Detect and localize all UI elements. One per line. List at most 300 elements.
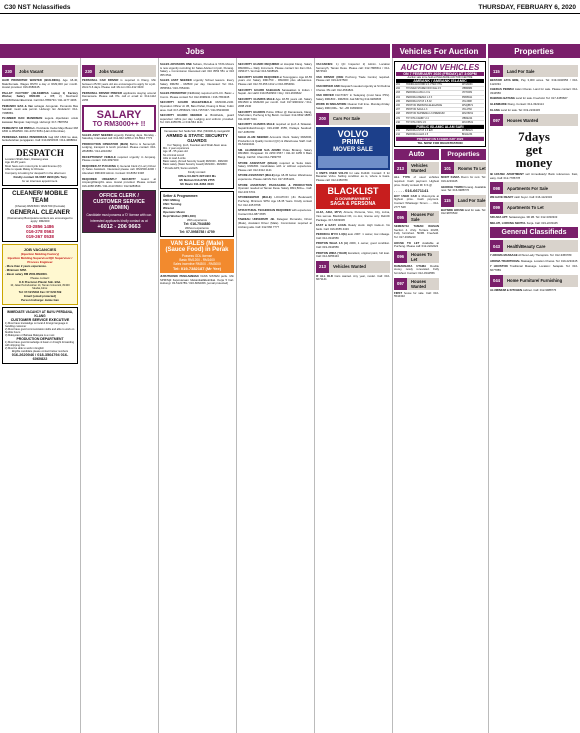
ad-text: 2009, 1 owner, good condition. Call: 019-3344556 bbox=[316, 241, 390, 250]
lot-number: 201 bbox=[396, 83, 400, 86]
csc-title: OFFICE CLERK / CUSTOMER SERVICE (ADMIN) bbox=[93, 193, 145, 212]
despatch-item: Location:Shah Alam, Rawang area bbox=[5, 156, 49, 161]
ad-title: AROMA TRADITIONAL bbox=[490, 258, 521, 263]
category-header bbox=[2, 65, 78, 77]
setter-item: Operator Mesin bbox=[163, 209, 186, 214]
asg-item: Min. 1 year experience bbox=[163, 146, 190, 150]
category-name: Houses For Sale bbox=[411, 212, 435, 223]
classified-ad bbox=[160, 275, 234, 286]
category-number: 099 bbox=[490, 202, 503, 214]
general-cleaner-sub: (Damansara) Bumiputera workers are encouraged to apply: RM2000 bbox=[7, 215, 73, 224]
asg-item: Able to read & write bbox=[163, 156, 186, 160]
asg-title: ARMED & STATIC SECURITY GUARDS bbox=[166, 132, 228, 143]
category-name: Houses Wanted bbox=[411, 278, 427, 289]
lot-vehicle: PERODUA MYVI 1.5 AV bbox=[406, 99, 432, 103]
category-number: 115 bbox=[490, 65, 503, 77]
column-5 bbox=[316, 63, 390, 733]
category-number: 095 bbox=[394, 211, 407, 223]
category-name: Jobs Vacant bbox=[99, 68, 124, 74]
column-3 bbox=[160, 63, 234, 733]
ad-title: HOUSE TO LET bbox=[394, 240, 420, 245]
ad-title: 7 HOUSTON bbox=[490, 264, 508, 269]
ad-text: land for sale. Tel: 012-9876543 bbox=[441, 207, 486, 216]
cs-item: 2) Must have good communication skills and able to work on flexible hours bbox=[5, 327, 75, 334]
jv-line: - Minimum SPM. bbox=[5, 267, 27, 272]
lot-number: 207 bbox=[396, 108, 400, 112]
salary-amount: TO RM3000++ !! bbox=[92, 120, 146, 128]
despatch-contact: Kindly contact 03-5887 9900 (Ms Tan) bbox=[13, 175, 67, 180]
classified-ad bbox=[394, 292, 439, 299]
classified-ad bbox=[82, 156, 156, 163]
ad-title: BAYSIDE HOUSE bbox=[441, 207, 464, 212]
ad-title: KLANG bbox=[490, 107, 500, 112]
ad-title: VAN DRIVER bbox=[316, 93, 334, 98]
blacklist-ad bbox=[316, 184, 390, 209]
classified-ad bbox=[238, 162, 312, 173]
auction-foot: PREVIEW ON 6 FEBRUARY 2020 bbox=[396, 137, 484, 141]
jv-person: Person Incharge: Jamie Gan bbox=[21, 297, 59, 302]
ad-text: Pembantu Kedai Maju Besar RM 1800 to RM2500. 011-2372 5051 (Hari di Rembau). bbox=[2, 125, 78, 134]
lot-vehicle: TOYOTA VIOS 1.5 bbox=[406, 120, 426, 124]
ad-text: Accounts Clerk. Salary RM2000, Production & Quality Control (QC) & Warehouse Staff. Call: 03-51924441 bbox=[238, 135, 312, 147]
ad-title: SECURITY GUARDS MALE bbox=[238, 96, 275, 101]
asg-item: No criminal record bbox=[163, 153, 185, 157]
column-6 bbox=[394, 61, 486, 733]
jv-contact: Please contact: bbox=[30, 275, 50, 280]
ad-title: STORE ASSISTANT, PACKAGING & PRODUCTION bbox=[238, 182, 312, 187]
ad-title: IF ALL OLD bbox=[316, 273, 333, 278]
ad-title: REQUIRED URGENTLY SECURITY bbox=[82, 176, 136, 181]
ad-title: SALES PROMOTER bbox=[160, 91, 187, 96]
ad-text: sebagai Jurugerak. Pemandu Bas Sekolah mesti ada permit. Hubungi: En Abdulaziz: 012-7288869. bbox=[2, 103, 78, 115]
jobs-band bbox=[0, 44, 390, 58]
classified-ad bbox=[441, 176, 486, 183]
ad-text: Jalan Cheras. Land for sale. Please contact: 012-3344556 bbox=[490, 87, 578, 95]
lot-number: 209 bbox=[396, 116, 400, 120]
ad-title: SECURITY GUARD MALE/FEMALE bbox=[160, 100, 212, 105]
ad-text: required urgently in Ampang. Please contact: 016-3997000 bbox=[82, 154, 156, 163]
ad-text: Age 18-55 years old. Salary RM1500 to RM2200 per month. Call: 017-9900102 / 011-2088 2340 bbox=[238, 96, 312, 108]
classified-ad bbox=[82, 178, 156, 189]
lot-vehicle: PROTON SAGA 1.3 bbox=[406, 108, 428, 112]
ad-title: SHAH ALAM NEEDED bbox=[238, 135, 269, 140]
cleaner-sub: (Cheras) RM1500 / RM1700 (Female) bbox=[14, 204, 66, 209]
classified-ad bbox=[441, 186, 486, 193]
ad-text: with experience. Contact 012-987 6655 bbox=[238, 208, 312, 216]
ad-title: PLUMBER DAN MANDIMAN bbox=[2, 116, 43, 121]
lot-reg: WXB8121 bbox=[462, 129, 473, 133]
ad-title: IB HOUSE/ APARTMENT bbox=[490, 172, 524, 177]
auction-venue: AMBANK / AMBANK ISLAMIC bbox=[396, 79, 484, 83]
ad-title: ALZA, AXIA, MYVI, bbox=[316, 210, 343, 215]
classified-ad bbox=[2, 105, 78, 116]
lot-vehicle: HONDA ACCORD 2.4 VTEC VTIL bbox=[406, 83, 443, 86]
ad-title: STOREKEEPER (MALE) bbox=[238, 195, 272, 200]
ad-text: Section 4. 2/sty. Terrace 20x65, Fully furnished. 5R4B. Freehold. Tel: 017-3339210 bbox=[394, 227, 439, 239]
ad-text: Guard at Ampang/Klang/KL area. Hostel provided. Please contact 016-2058 2585 / 011-2113 8464 / 012-9283814 bbox=[82, 176, 156, 188]
jv-email: Email: [email protected] bbox=[24, 293, 56, 298]
category-number: 044 bbox=[490, 275, 503, 287]
ad-title: SECURITY GUARDS bbox=[238, 109, 266, 114]
van-sales-ad bbox=[160, 239, 234, 273]
despatch-item: Must have own motorcycle & valid license (D) bbox=[5, 163, 62, 168]
ad-text: 1) General Clerk 2) Lorry Driver 3) Sales Assistant. Interested please call. RM1500-3200 / Attendant RM1300 Admin. Contact: 03-8052 3338 bbox=[82, 163, 156, 175]
classified-ad bbox=[316, 76, 390, 83]
lot-reg: WGX5151 bbox=[462, 112, 474, 116]
category-header bbox=[490, 202, 578, 214]
armed-guard-ad bbox=[160, 127, 234, 189]
ad-text: VANS SISTEM perlu. Min SPM/Sijil Kejuruteraan Mekanikal/Elektrikal. Kerja 5 hari. Hubungi: 03-5122789 / 016-6662306, [email protected] bbox=[160, 273, 234, 286]
classified-ad bbox=[316, 211, 390, 222]
category-number: 097 bbox=[490, 114, 503, 126]
cleaner-phone: 019-267 0538 bbox=[26, 233, 54, 239]
cs-item: 3) Malaysian or Bahasa Malaysia is a must bbox=[5, 333, 55, 337]
ad-text: Age 18-35 below. Warehouse experience. Please call Ms Tan: 017-6651221 bbox=[238, 173, 312, 182]
ad-text: sell immediately! Bank references. Fast, easy. Call: 012-7786778 bbox=[490, 172, 578, 180]
setter-ad bbox=[160, 191, 234, 237]
classified-ad bbox=[2, 92, 78, 103]
category-header bbox=[490, 65, 578, 77]
classified-ad bbox=[490, 173, 578, 180]
general-classifieds-band: General Classifieds bbox=[490, 227, 578, 238]
seven-days-ad bbox=[490, 128, 578, 171]
category-number: 043 bbox=[490, 240, 503, 252]
column-1 bbox=[2, 63, 78, 733]
seven-days-line1: 7days bbox=[518, 129, 550, 145]
asg-phone: Mr Ravin 011-6384 3040 bbox=[180, 181, 214, 186]
classified-ad bbox=[490, 216, 578, 220]
asg-phone: Mr Mohan 014-2729 2755 bbox=[179, 177, 215, 182]
lot-reg: WUC5531 bbox=[462, 120, 474, 124]
ad-title: PALLET FACTORY (JB-KEMPAS Lama) 1) Factory Worker, Salary RM1400 + OT, bbox=[2, 90, 78, 99]
ad-title: PEMANDU BAS & Van bbox=[2, 103, 33, 108]
classified-ad bbox=[160, 114, 234, 125]
ad-text: at Terengganu. Age 18-55 years old. Salary RM1750 - RM2000 plus allowances. Please call: 012-78-356 1012 or 016-9554811 bbox=[238, 74, 312, 86]
ad-text: Traditional Massage. Location: Setapak. Tel: 016-6677889 bbox=[490, 264, 578, 272]
asg-item: * Provide EPF, Socso and EIS bbox=[163, 166, 198, 170]
classified-ad bbox=[82, 143, 156, 154]
asg-sub: For Taiping, Ipoh, Kuantan and Shah Alam area bbox=[167, 142, 227, 147]
ad-text: Room for rent. Tel: 019-2233445 bbox=[441, 175, 486, 184]
classified-ad bbox=[316, 172, 390, 183]
ad-text: required at Ipoh & Sitiawan. Nepali/Indian/Foreign: 019-2398 4555, Pattaya Seafood: 017-4356789 bbox=[238, 122, 312, 134]
classified-ad bbox=[316, 224, 390, 231]
category-number: 115 bbox=[441, 195, 454, 207]
ad-title: HAIR PROMOTER WANTED (BUILDING). bbox=[2, 78, 61, 82]
classified-ad bbox=[490, 260, 578, 264]
ad-title: PRODUCTION OPERATOR (MAN) bbox=[82, 141, 129, 146]
asg-phone: Office 03-3974 3971/2/3 Ms bbox=[178, 173, 216, 178]
ad-title: SALES ASST NEEDED bbox=[160, 78, 192, 83]
classified-ad bbox=[490, 196, 578, 200]
ad-text: . . . . . 016-6671141 bbox=[394, 188, 429, 194]
ad-title: PROTON WAJA 1.6 (A) bbox=[316, 241, 348, 246]
page-header bbox=[0, 0, 580, 14]
classified-ad bbox=[82, 92, 156, 103]
ad-text: Land for sale. Freehold. Tel: 017-4455667 bbox=[515, 96, 568, 101]
category-name: Jobs Vacant bbox=[19, 68, 44, 74]
ad-title: RAWANG BATANG bbox=[490, 96, 515, 101]
classified-ad bbox=[490, 265, 578, 272]
lot-vehicle: PERODUA ALZA 1.5 bbox=[406, 133, 429, 137]
category-header bbox=[441, 162, 486, 174]
ad-title: REQUIRED AT PUCHONG bbox=[82, 163, 117, 168]
ad-title: ALL TYPE bbox=[394, 175, 411, 180]
properties-band-label: Properties bbox=[514, 46, 554, 56]
ad-title: 7 AROMA MASSAGE bbox=[490, 253, 518, 258]
category-number: 200 bbox=[316, 113, 329, 125]
classified-ad bbox=[238, 111, 312, 122]
despatch-item: Company is looking for despatch in the afternoon bbox=[5, 170, 66, 175]
ad-title: STRUCTURAL TECHNICIAN REQUIRED bbox=[238, 208, 291, 213]
lot-reg: VKT0009 bbox=[462, 91, 472, 95]
ad-text: (FEMALE) required at KLCC. Basic + Comm. Please contact Tel: 012-3998241 / 016-7654345 bbox=[160, 91, 234, 99]
cleaner-title: CLEANER/ MOBILE TEAM bbox=[12, 191, 68, 204]
classified-ad bbox=[394, 225, 439, 239]
lot-number: 208 bbox=[396, 112, 400, 116]
csc-phone: +6012 - 206 9663 bbox=[97, 224, 141, 231]
ad-title: BESTARI JAYA BDB, bbox=[490, 78, 520, 82]
ad-title: GLENMARIE bbox=[490, 101, 507, 106]
jv-company: K.K Precision Plastic Sdn. Bhd. bbox=[19, 279, 61, 284]
auction-note: Auction sale to be held at PLEASURE AUCTION CENTRE bbox=[407, 76, 473, 79]
classified-ad bbox=[316, 63, 390, 74]
column-2 bbox=[82, 63, 156, 733]
lot-reg: VBB0880 bbox=[462, 87, 473, 91]
ad-title: WORK IN SINGAPORE bbox=[316, 102, 347, 107]
category-name: Apartments To Let bbox=[507, 205, 544, 211]
classified-ad bbox=[394, 242, 439, 249]
classified-ad bbox=[160, 79, 234, 90]
despatch-item: Able to speak Malay & Chinese bbox=[5, 167, 44, 172]
setter-item: CNC Turning bbox=[163, 201, 182, 206]
category-name: Houses To Let bbox=[411, 251, 433, 262]
lot-reg: VKL4760 bbox=[462, 108, 472, 112]
classified-ad bbox=[490, 97, 578, 101]
cs-item: 1) Must have knowledge on local & foreign language in handling customer bbox=[5, 321, 69, 328]
cs-title: IMMEDIATE VACANCY AT BAYU PERDANA, KLANG bbox=[7, 309, 73, 318]
category-name: Vehicles Wanted bbox=[411, 163, 428, 174]
category-header bbox=[82, 65, 156, 77]
setter-item: Wirecut bbox=[163, 205, 174, 210]
ad-title: SM. ALHSIMKOM SJA ADMIN bbox=[238, 147, 281, 152]
classified-ad bbox=[160, 92, 234, 99]
category-header bbox=[394, 211, 439, 223]
cleaner-ad bbox=[2, 188, 78, 241]
salary-ad bbox=[82, 105, 156, 132]
cleaner-phone: 016-278 0563 bbox=[26, 228, 54, 234]
auction-box bbox=[394, 61, 486, 147]
category-number: 213 bbox=[394, 162, 407, 174]
category-number: 213 bbox=[316, 261, 329, 273]
category-header bbox=[316, 261, 390, 273]
classified-ad bbox=[490, 103, 578, 107]
ad-title: PEMBANTU AM RM50+1. bbox=[2, 125, 36, 130]
category-header bbox=[490, 240, 578, 252]
classified-ad bbox=[490, 289, 578, 293]
jv-sub2: Injection Molding Supervisor/QC Supervisor / Process Engineer bbox=[7, 255, 73, 264]
volvo-ad bbox=[316, 127, 390, 170]
ad-text: Delegasi Pemandu, Driver (Male), Assistant Driver (Male). Commission required at Ambang ada. Call: 012-566 7777 bbox=[238, 217, 312, 229]
despatch-title: DESPATCH bbox=[16, 147, 64, 158]
customer-service-ad bbox=[2, 307, 78, 364]
lot-vehicle: PERODUA AXIA 1.0 G bbox=[406, 91, 431, 95]
truck-image bbox=[318, 156, 388, 168]
vehicles-auction-band bbox=[392, 44, 486, 58]
ad-text: applicants staying around Damansara. Please call. Pls. call or email to: 012-1112 2255 bbox=[82, 90, 156, 102]
classified-ad bbox=[238, 184, 312, 195]
lot-number: 203 bbox=[396, 91, 400, 95]
classified-ad bbox=[160, 63, 234, 77]
ad-text: cash buyer. Call: 016-1122334 bbox=[514, 195, 552, 200]
asg-item: Basic salary (Armed Security Guard) RM1600 - RM2400 bbox=[163, 160, 228, 164]
blacklist-sub2: SAGA & PERSONA bbox=[330, 201, 376, 208]
ad-text: Cars wanted. Any year, model. Call: 016-6671141 bbox=[316, 273, 390, 282]
ad-text: segera diperlukan untuk kawasan Bangsar. Gaji tinggi. Hubungi: 017-7887654 bbox=[2, 116, 78, 124]
vehicles-auction-band-label: Vehicles For Auction bbox=[399, 46, 479, 56]
lot-reg: VBR2244 bbox=[462, 116, 473, 120]
category-name: Rooms To Let bbox=[458, 165, 486, 171]
csc-note: Candidate must possess a 'D' license with car. bbox=[86, 213, 152, 218]
lot-reg: VFL3398 bbox=[462, 99, 472, 103]
ad-text: Almera, Persona, Vios, City, Livina, Vios semua. Blacklisted OK, no doc, license only. Rebirth Package. 017-6639345 bbox=[316, 210, 390, 222]
lot-vehicle: PROTON SUPREMA 1.6 PREMIUM bbox=[406, 112, 445, 116]
setter-note: Without experience bbox=[185, 225, 209, 230]
lot-number: 211 bbox=[396, 129, 400, 133]
ad-text: required at Setia Alam. Salary RM1800. Candidates with or without experience. Please call: 012-3312 1121 bbox=[238, 160, 312, 172]
ad-title: SECURITY GUARD SABAHAN bbox=[238, 87, 280, 92]
ad-title: VAN DRIVER AND bbox=[316, 83, 340, 88]
ad-title: VACANCIES: bbox=[316, 63, 334, 66]
ad-text: Age 18-40, Male/Female. Wages RM70 a day or RM2,000 per month. Hostel provided. 016-6680445. bbox=[2, 78, 78, 90]
ad-text: LOCATION (Jln Boulevard) Puchong. Minimum SPM. Age 18-35 Years. Kindly contact Tel: 012-345 8798 bbox=[238, 195, 312, 207]
classified-ad bbox=[160, 101, 234, 112]
ad-title: STORE ASSISTANT (MALE) bbox=[238, 173, 275, 178]
properties-band bbox=[488, 44, 580, 58]
pd-title: PRODUCTION DEPARTMENT bbox=[16, 336, 64, 341]
ad-text: Penang. Available now. Tel: 016-9988776 bbox=[441, 184, 486, 193]
classified-ad bbox=[490, 79, 578, 86]
category-number: 098 bbox=[490, 182, 503, 194]
classified-ad bbox=[316, 233, 390, 240]
auction-foot2: TEL NOW! FOR REGISTRATION bbox=[417, 141, 463, 146]
classified-ad bbox=[238, 63, 312, 74]
lot-number: 212 bbox=[396, 133, 400, 137]
ad-title: SRI ARA APT. bbox=[490, 214, 509, 219]
setter-item: CNC Milling bbox=[163, 197, 180, 202]
ad-text: Police Officer @ Damansara, Klang, Shah Alam, Puchong & Sg Buloh. Contact: 012-6692 1888 / 011-3198 7344 bbox=[238, 109, 312, 121]
classified-ad bbox=[2, 136, 78, 143]
ad-title: PERSONAL CAR DRIVER bbox=[82, 78, 119, 82]
properties-subband: Properties bbox=[441, 149, 486, 160]
jv-line: - Basic salary RM 2500-RM4000. bbox=[5, 271, 48, 276]
classified-ad bbox=[238, 76, 312, 87]
classified-ad bbox=[2, 127, 78, 134]
ad-text: at Brickfields, guard supervisor 12hrs per day. Lodging and uniform provided. Tel: 016-3455781 or 019-564 1121 bbox=[160, 113, 234, 125]
category-number: 096 bbox=[394, 251, 407, 263]
category-name: Cars For Sale bbox=[333, 116, 360, 122]
ad-text: house for sale. Call: 016-5544332 bbox=[394, 290, 440, 299]
ad-text: Excellent, original paint, full loan. Call: 012-6655443 bbox=[316, 250, 390, 259]
ad-title: CHERAS PERMAI bbox=[490, 87, 514, 92]
cs-sub: CUSTOMER SERVICE EXECUTIVE bbox=[10, 317, 70, 322]
classified-ad bbox=[238, 218, 312, 229]
ad-text: is required in Klang. Min between 25-50 years old are encouraged to apply for a job. Work 5-6 days. Please call: Ms Lim 011-312 3320 bbox=[82, 78, 156, 90]
jv-sub1: (Injection Molding Factory) bbox=[20, 251, 60, 256]
ad-text: FACTORY in Selayang (must have PSV). Salary RM1800 - RM2500. Ask MR Ng 012-9283845 bbox=[316, 93, 390, 101]
blacklist-title: BLACKLIST bbox=[327, 186, 379, 197]
lot-vehicle: TOYOTA CAMRY 2.4 bbox=[406, 116, 429, 120]
classified-ad bbox=[238, 209, 312, 216]
ad-text: urgently School leavers. Every Salary RM250 - RM500 per day. Interested: Tel: 012-3555564 / 016-7654321 bbox=[160, 78, 234, 90]
ad-title: STORE ASSISTANT (MALE) bbox=[238, 160, 278, 165]
lot-vehicle: PROTON PERSONA ELEGANCE bbox=[406, 104, 443, 108]
ad-title: PEREKEBA KERJA PENDIDIKAN bbox=[2, 134, 47, 139]
classified-ad bbox=[238, 123, 312, 134]
despatch-ad bbox=[2, 145, 78, 187]
classified-ad bbox=[82, 79, 156, 90]
setter-item: Dept Worker (RM1,300) bbox=[163, 213, 196, 218]
ad-text: Ready stock. High trade-in. No bank. Call: 016-6655 4433 bbox=[316, 223, 390, 231]
category-name: Land For Sale bbox=[457, 198, 486, 204]
lot-number: 202 bbox=[396, 87, 400, 91]
van-title: VAN SALES (Male) (Sauce Food) in Perak bbox=[165, 240, 229, 254]
office-clerk-ad bbox=[82, 190, 156, 233]
classified-ad bbox=[394, 189, 439, 193]
category-name: Land For Sale bbox=[506, 68, 535, 74]
category-name: Houses Wanted bbox=[507, 117, 539, 123]
despatch-note: for an interview appointment. bbox=[22, 179, 58, 184]
van-item: Sales incentive RM300 - RM3000 bbox=[173, 261, 221, 266]
classified-ad bbox=[490, 254, 578, 258]
volvo-line1: VOLVO bbox=[337, 128, 369, 139]
classified-ad bbox=[82, 165, 156, 176]
pd-phones: 016-2620046 / 018-3564794 016-6060822 bbox=[11, 352, 69, 361]
lot-number: 205 bbox=[396, 99, 400, 103]
ad-title: FIRST bbox=[394, 290, 403, 295]
asg-item: Basic salary (Static Security Guard) RM1300 - RM1800 bbox=[163, 163, 227, 167]
ad-title: SECURITY GUARDS MALE bbox=[238, 122, 275, 127]
ad-text: Massage. Location Cheras. Tel: 019-2233445 bbox=[520, 258, 578, 263]
ad-title: SECURITY GUARD REQUIRED bbox=[238, 74, 279, 79]
classified-ad bbox=[238, 136, 312, 147]
ad-title: WE HAVE READY bbox=[490, 195, 514, 200]
page-date: THURSDAY, FEBRUARY 6, 2020 bbox=[478, 4, 576, 11]
ad-text: Double storey, newly renovated. Fully furnished. Contact: 012-3344556 bbox=[394, 263, 439, 275]
classified-ad bbox=[441, 209, 486, 216]
volvo-line2: PRIME bbox=[341, 138, 365, 146]
ad-text: Puchong Trade Centre) required. Please call: 019-2237500 bbox=[316, 74, 390, 83]
ad-title: BUY USED CAR bbox=[394, 193, 417, 198]
ad-title: FAST & EASY LOAN. bbox=[316, 223, 347, 228]
lot-vehicle: HYUNDAI STAREX ROYALE 2.5 bbox=[406, 87, 441, 91]
category-header bbox=[441, 195, 486, 207]
auction-title: AUCTION VEHICLES bbox=[400, 63, 480, 72]
ad-text: Cleaner Full time. Monday-Friday. Salary RM3,000+. Tel: +65 91839000 bbox=[316, 102, 390, 110]
ad-text: 2) Mechanic Forklift/Welder/Electrical. Call 012-7883733 / 011-1177 4366 bbox=[2, 94, 78, 102]
pd-note: Eligible candidate please contact below numbers bbox=[11, 349, 69, 353]
category-header bbox=[490, 275, 578, 287]
category-number: 097 bbox=[394, 278, 407, 290]
jobs-band-label: Jobs bbox=[185, 46, 205, 56]
ad-title: JURUTEKNIK PENGAMBIAN bbox=[160, 273, 199, 278]
lot-vehicle: PERODUA MYVI 1.3 EZI bbox=[406, 129, 433, 133]
lot-reg: WVL6633 bbox=[462, 83, 473, 86]
csc-cta: Interested applicants kindly contact us at bbox=[90, 219, 148, 224]
ad-text: Sarawakian & Indian / Nepali - En Hafiz 019-6540960 / Roy: 013-2603622 bbox=[238, 87, 312, 96]
pd-item: 1) Must have good knowledge & basic on Freight forwarding with shipping line bbox=[5, 340, 75, 347]
ad-title: GEORGE TOWN bbox=[441, 184, 463, 189]
